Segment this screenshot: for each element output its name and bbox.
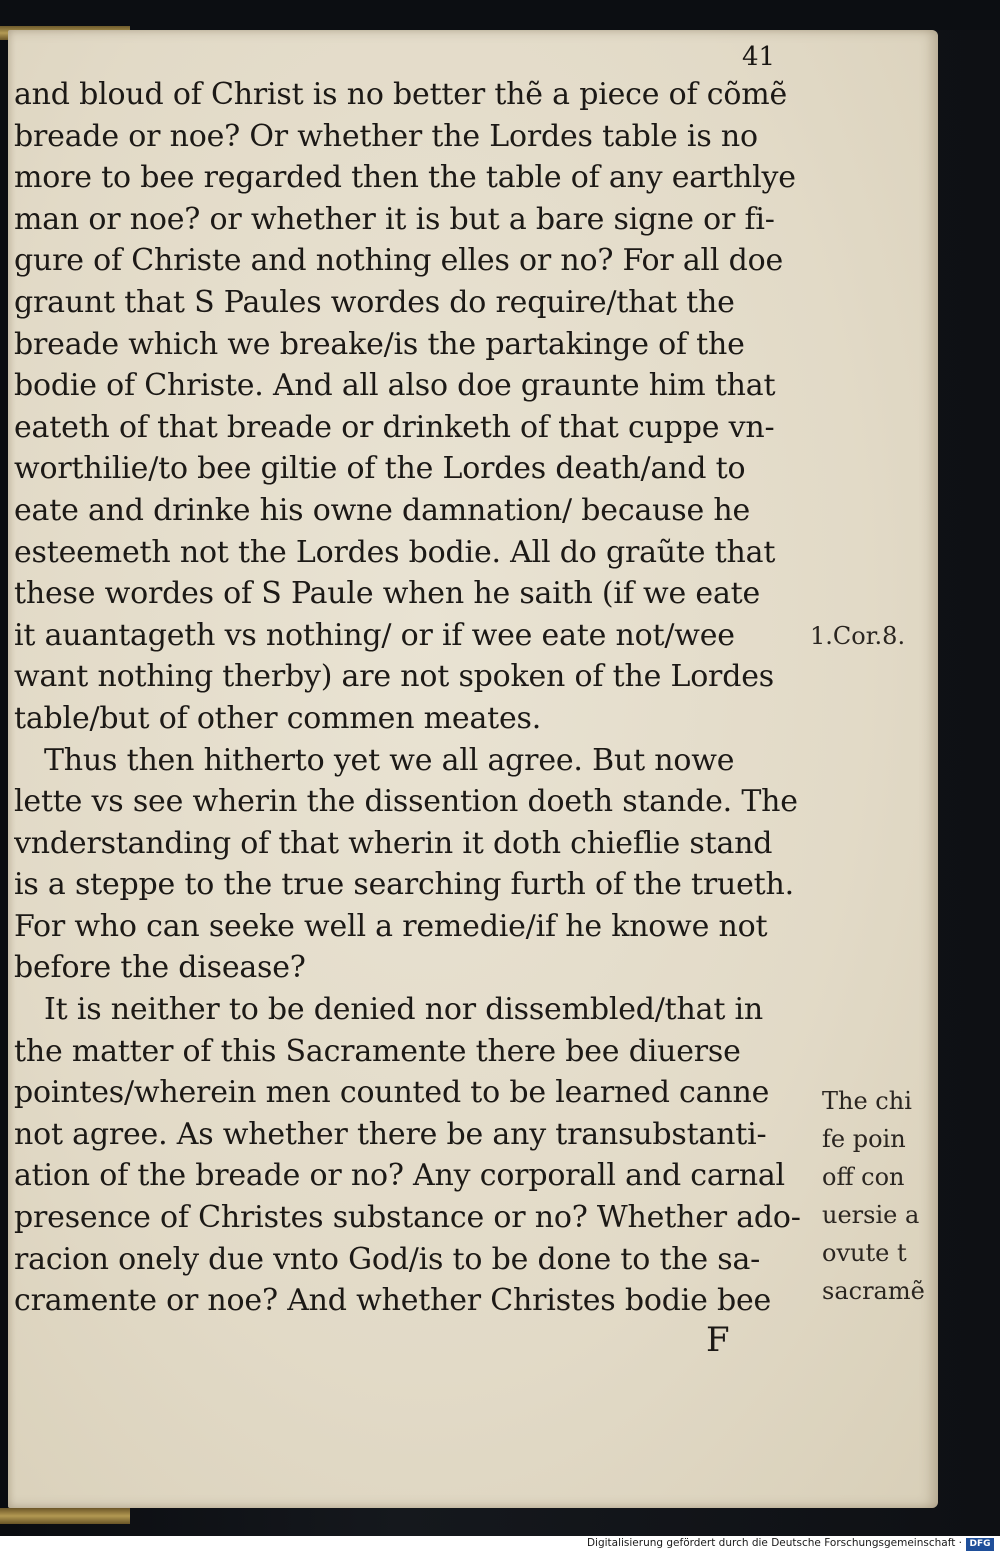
text-line: esteemeth not the Lordes bodie. All do graũte that bbox=[14, 534, 776, 570]
text-line: lette vs see wherin the dissention doeth stande. The bbox=[14, 784, 798, 820]
side-note-line: off con bbox=[822, 1163, 905, 1191]
catchword: F bbox=[706, 1320, 730, 1360]
text-line: worthilie/to bee giltie of the Lordes death/and to bbox=[14, 451, 746, 487]
page-body-text bbox=[14, 74, 804, 1322]
text-line: gure of Christe and nothing elles or no? For all doe bbox=[14, 243, 784, 279]
margin-reference: 1.Cor.8. bbox=[810, 622, 906, 650]
text-line: ation of the breade or no? Any corporall and carnal bbox=[14, 1158, 785, 1194]
binding-clasp-bottom bbox=[0, 1508, 130, 1524]
text-line: cramente or noe? And whether Christes bodie bee bbox=[14, 1283, 772, 1319]
text-line: presence of Christes substance or no? Whether ado- bbox=[14, 1200, 801, 1236]
paragraph-start-line: It is neither to be denied nor dissembled/that in bbox=[44, 992, 764, 1028]
side-note-line: The chi bbox=[822, 1087, 912, 1115]
text-line: before the disease? bbox=[14, 950, 306, 986]
text-line: it auantageth vs nothing/ or if wee eate not/wee bbox=[14, 617, 735, 653]
text-line: man or noe? or whether it is but a bare signe or fi- bbox=[14, 201, 775, 237]
side-note-line: fe poin bbox=[822, 1125, 906, 1153]
text-line: want nothing therby) are not spoken of the Lordes bbox=[14, 659, 774, 695]
text-line: these wordes of S Paule when he saith (if we eate bbox=[14, 576, 761, 612]
text-line: eateth of that breade or drinketh of that cuppe vn- bbox=[14, 409, 775, 445]
book-cover-edge bbox=[0, 0, 1000, 30]
side-note-line: uersie a bbox=[822, 1201, 920, 1229]
page-number: 41 bbox=[742, 42, 776, 72]
text-line: is a steppe to the true searching furth of the trueth. bbox=[14, 867, 794, 903]
text-line: bodie of Christe. And all also doe graunte him that bbox=[14, 368, 776, 404]
text-line: breade which we breake/is the partakinge of the bbox=[14, 326, 745, 362]
text-line: breade or noe? Or whether the Lordes table is no bbox=[14, 118, 758, 154]
text-line: vnderstanding of that wherin it doth chieflie stand bbox=[14, 825, 773, 861]
text-line: graunt that S Paules wordes do require/that the bbox=[14, 284, 735, 320]
text-line: not agree. As whether there be any transubstanti- bbox=[14, 1116, 767, 1152]
book-page bbox=[8, 30, 938, 1508]
dfg-logo-icon: DFG bbox=[966, 1538, 994, 1551]
text-line: racion onely due vnto God/is to be done to the sa- bbox=[14, 1241, 761, 1277]
side-note-line: sacramẽ bbox=[822, 1277, 925, 1305]
paragraph-start-line: Thus then hitherto yet we all agree. But nowe bbox=[44, 742, 735, 778]
text-line: pointes/wherein men counted to be learned canne bbox=[14, 1075, 770, 1111]
side-note-line: ovute t bbox=[822, 1239, 907, 1267]
text-line: more to bee regarded then the table of any earthlye bbox=[14, 160, 796, 196]
text-line: the matter of this Sacramente there bee diuerse bbox=[14, 1033, 741, 1069]
text-line: and bloud of Christ is no better thẽ a piece of cõmẽ bbox=[14, 77, 788, 112]
funding-credit: Digitalisierung gefördert durch die Deutsche Forschungsgemeinschaft · bbox=[586, 1537, 962, 1549]
text-line: table/but of other commen meates. bbox=[14, 700, 542, 736]
margin-side-note bbox=[822, 1082, 938, 1310]
text-line: eate and drinke his owne damnation/ because he bbox=[14, 492, 751, 528]
text-line: For who can seeke well a remedie/if he knowe not bbox=[14, 908, 768, 944]
